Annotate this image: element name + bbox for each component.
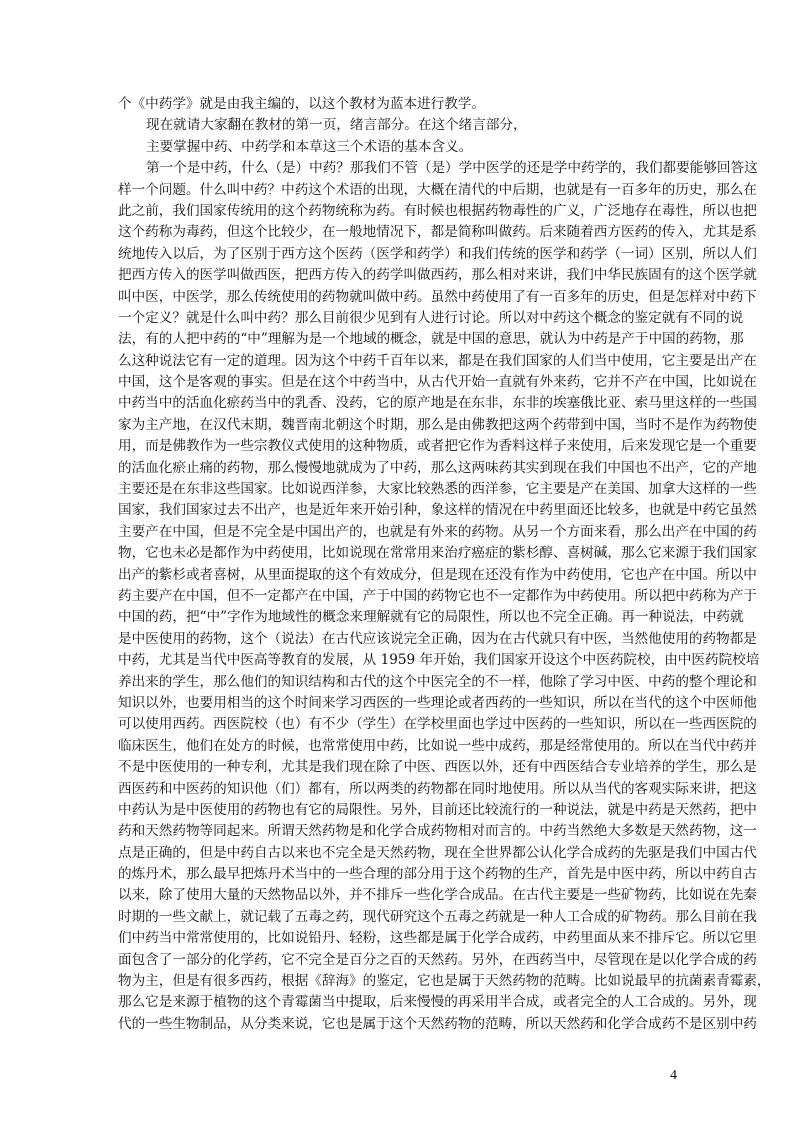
text-line: 中国，这个是客观的事实。但是在这个中药当中，从古代开始一直就有外来药，它并不产在中国，比如说在	[118, 374, 757, 391]
text-line: 可以使用西药。西医院校（也）有不少（学生）在学校里面也学过中医药的一些知识，所以在一些西医院的	[118, 716, 757, 733]
text-line: 这个药称为毒药，但这个比较少，在一般地情况下，都是简称叫做药。后来随着西方医药的传入，尤其是系	[118, 224, 757, 241]
text-line: 中药认为是中医使用的药物也有它的局限性。另外，目前还比较流行的一种说法，就是中药是天然药，把中	[118, 801, 757, 818]
text-line: 西医药和中医药的知识他（们）都有，所以两类的药物都在同时地使用。所以从当代的客观实际来讲，把这	[118, 780, 757, 797]
text-line: 不是中医使用的一种专利，尤其是我们现在除了中医、西医以外，还有中西医结合专业培养的学生，那么是	[118, 759, 757, 776]
text-line: 养出来的学生，那么他们的知识结构和古代的这个中医完全的不一样，他除了学习中医、中药的整个理论和	[118, 673, 757, 690]
document-body	[118, 94, 771, 1035]
text-line: 个《中药学》就是由我主编的，以这个教材为蓝本进行教学。	[118, 96, 486, 112]
text-line: 统地传入以后，为了区别于西方这个医药（医学和药学）和我们传统的医学和药学（一词）区别，所以人们	[118, 245, 757, 262]
text-line: 国家，我们国家过去不出产，也是近年来开始引种，象这样的情况在中药里面还比较多，也就是中药它虽然	[118, 502, 757, 519]
text-line: 物为主，但是有很多西药，根据《辞海》的鉴定，它也是属于天然药物的范畴。比如说最早的抗菌素青霉素，	[118, 973, 771, 990]
text-line: 中药，尤其是当代中医高等教育的发展，从 1959 年开始，我们国家开设这个中医药院校，由中医药院校培	[118, 652, 760, 669]
page-number: 4	[670, 1068, 677, 1083]
text-line: 的炼丹术，那么最早把炼丹术当中的一些合理的部分用于这个药物的生产，首先是中医中药，所以中药自古	[118, 866, 757, 883]
text-line: 样一个问题。什么叫中药？中药这个术语的出现，大概在清代的中后期，也就是有一百多年的历史，那么在	[118, 181, 757, 198]
text-line: 代的一些生物制品，从分类来说，它也是属于这个天然药物的范畴，所以天然药和化学合成药不是区别中药	[118, 1015, 757, 1032]
text-line: 们中药当中常常使用的，比如说铅丹、轻粉，这些都是属于化学合成药，中药里面从来不排斥它。所以它里	[118, 930, 757, 947]
text-line: 时期的一些文献上，就记载了五毒之药，现代研究这个五毒之药就是一种人工合成的矿物药。那么目前在我	[118, 908, 757, 925]
text-line: 主要产在中国，但是不完全是中国出产的，也就是有外来的药物。从另一个方面来看，那么出产在中国的药	[118, 523, 757, 540]
text-line: 叫中医，中医学，那么传统使用的药物就叫做中药。虽然中药使用了有一百多年的历史，但是怎样对中药下	[118, 288, 757, 305]
text-line: 以来，除了使用大量的天然物品以外，并不排斥一些化学合成品。在古代主要是一些矿物药，比如说在先秦	[118, 887, 757, 904]
text-line: 此之前，我们国家传统用的这个药物统称为药。有时候也根据药物毒性的广义，广泛地存在毒性，所以也把	[118, 202, 757, 219]
text-line: 出产的紫杉或者喜树，从里面提取的这个有效成分，但是现在还没有作为中药使用，它也产在中国。所以中	[118, 566, 757, 583]
text-line: 的活血化瘀止痛的药物，那么慢慢地就成为了中药，那么这两味药其实到现在我们中国也不出产，它的产地	[118, 459, 757, 476]
paragraph-first-line: 第一个是中药，什么（是）中药？那我们不管（是）学中医学的还是学中药学的，我们都要能够回答这	[146, 160, 758, 177]
text-line: 临床医生，他们在处方的时候，也常常使用中药，比如说一些中成药，那是经常使用的。所以在当代中药并	[118, 737, 757, 754]
text-line: 主要还是在东非这些国家。比如说西洋参，大家比较熟悉的西洋参，它主要是产在美国、加拿大这样的一些	[118, 481, 757, 498]
text-line: 一个定义？就是什么叫中药？那么目前很少见到有人进行讨论。所以对中药这个概念的鉴定就有不同的说	[118, 309, 744, 326]
text-line: 物，它也未必是都作为中药使用，比如说现在常常用来治疗癌症的紫杉醇、喜树碱，那么它来源于我们国家	[118, 545, 757, 562]
text-line: 中药当中的活血化瘀药当中的乳香、没药，它的原产地是在东非，东非的埃塞俄比亚、索马里这样的一些国	[118, 395, 757, 412]
text-line: 法，有的人把中药的“中”理解为是一个地域的概念，就是中国的意思，就认为中药是产于中国的药物，那	[118, 331, 744, 348]
text-line: 中国的药，把“中”字作为地域性的概念来理解就有它的局限性，所以也不完全正确。再一种说法，中药就	[118, 609, 744, 626]
text-line: 面包含了一部分的化学药，它不完全是百分之百的天然药。另外，在西药当中，尽管现在是以化学合成的药	[118, 951, 757, 968]
text-line: 主要掌握中药、中药学和本草这三个术语的基本含义。	[146, 138, 473, 155]
text-line: 么这种说法它有一定的道理。因为这个中药千百年以来，都是在我们国家的人们当中使用，它主要是出产在	[118, 352, 757, 369]
text-line: 药和天然药物等同起来。所谓天然药物是和化学合成药物相对而言的。中药当然绝大多数是天然药物，这一	[118, 823, 757, 840]
text-line: 药主要产在中国，但不一定都产在中国，产于中国的药物它也不一定都作为中药使用。所以把中药称为产于	[118, 587, 757, 604]
text-line: 现在就请大家翻在教材的第一页，绪言部分。在这个绪言部分，	[146, 117, 527, 134]
text-line: 点是正确的，但是中药自古以来也不完全是天然药物，现在全世界都公认化学合成药的先驱是我们中国古代	[118, 844, 757, 861]
text-line: 把西方传入的医学叫做西医，把西方传入的药学叫做西药，那么相对来讲，我们中华民族固有的这个医学就	[118, 267, 757, 284]
text-line: 家为主产地，在汉代末期，魏晋南北朝这个时期，那么是由佛教把这两个药带到中国，当时不是作为药物使	[118, 416, 757, 433]
text-line: 用，而是佛教作为一些宗教仪式使用的这种物质，或者把它作为香料这样子来使用，后来发现它是一个重要	[118, 438, 757, 455]
text-line: 是中医使用的药物，这个（说法）在古代应该说完全正确，因为在古代就只有中医，当然他使用的药物都是	[118, 630, 757, 647]
text-line: 知识以外，也要用相当的这个时间来学习西医的一些理论或者西药的一些知识，所以在当代的这个中医师他	[118, 694, 757, 711]
text-line: 那么它是来源于植物的这个青霉菌当中提取，后来慢慢的再采用半合成，或者完全的人工合成的。另外，现	[118, 994, 757, 1011]
